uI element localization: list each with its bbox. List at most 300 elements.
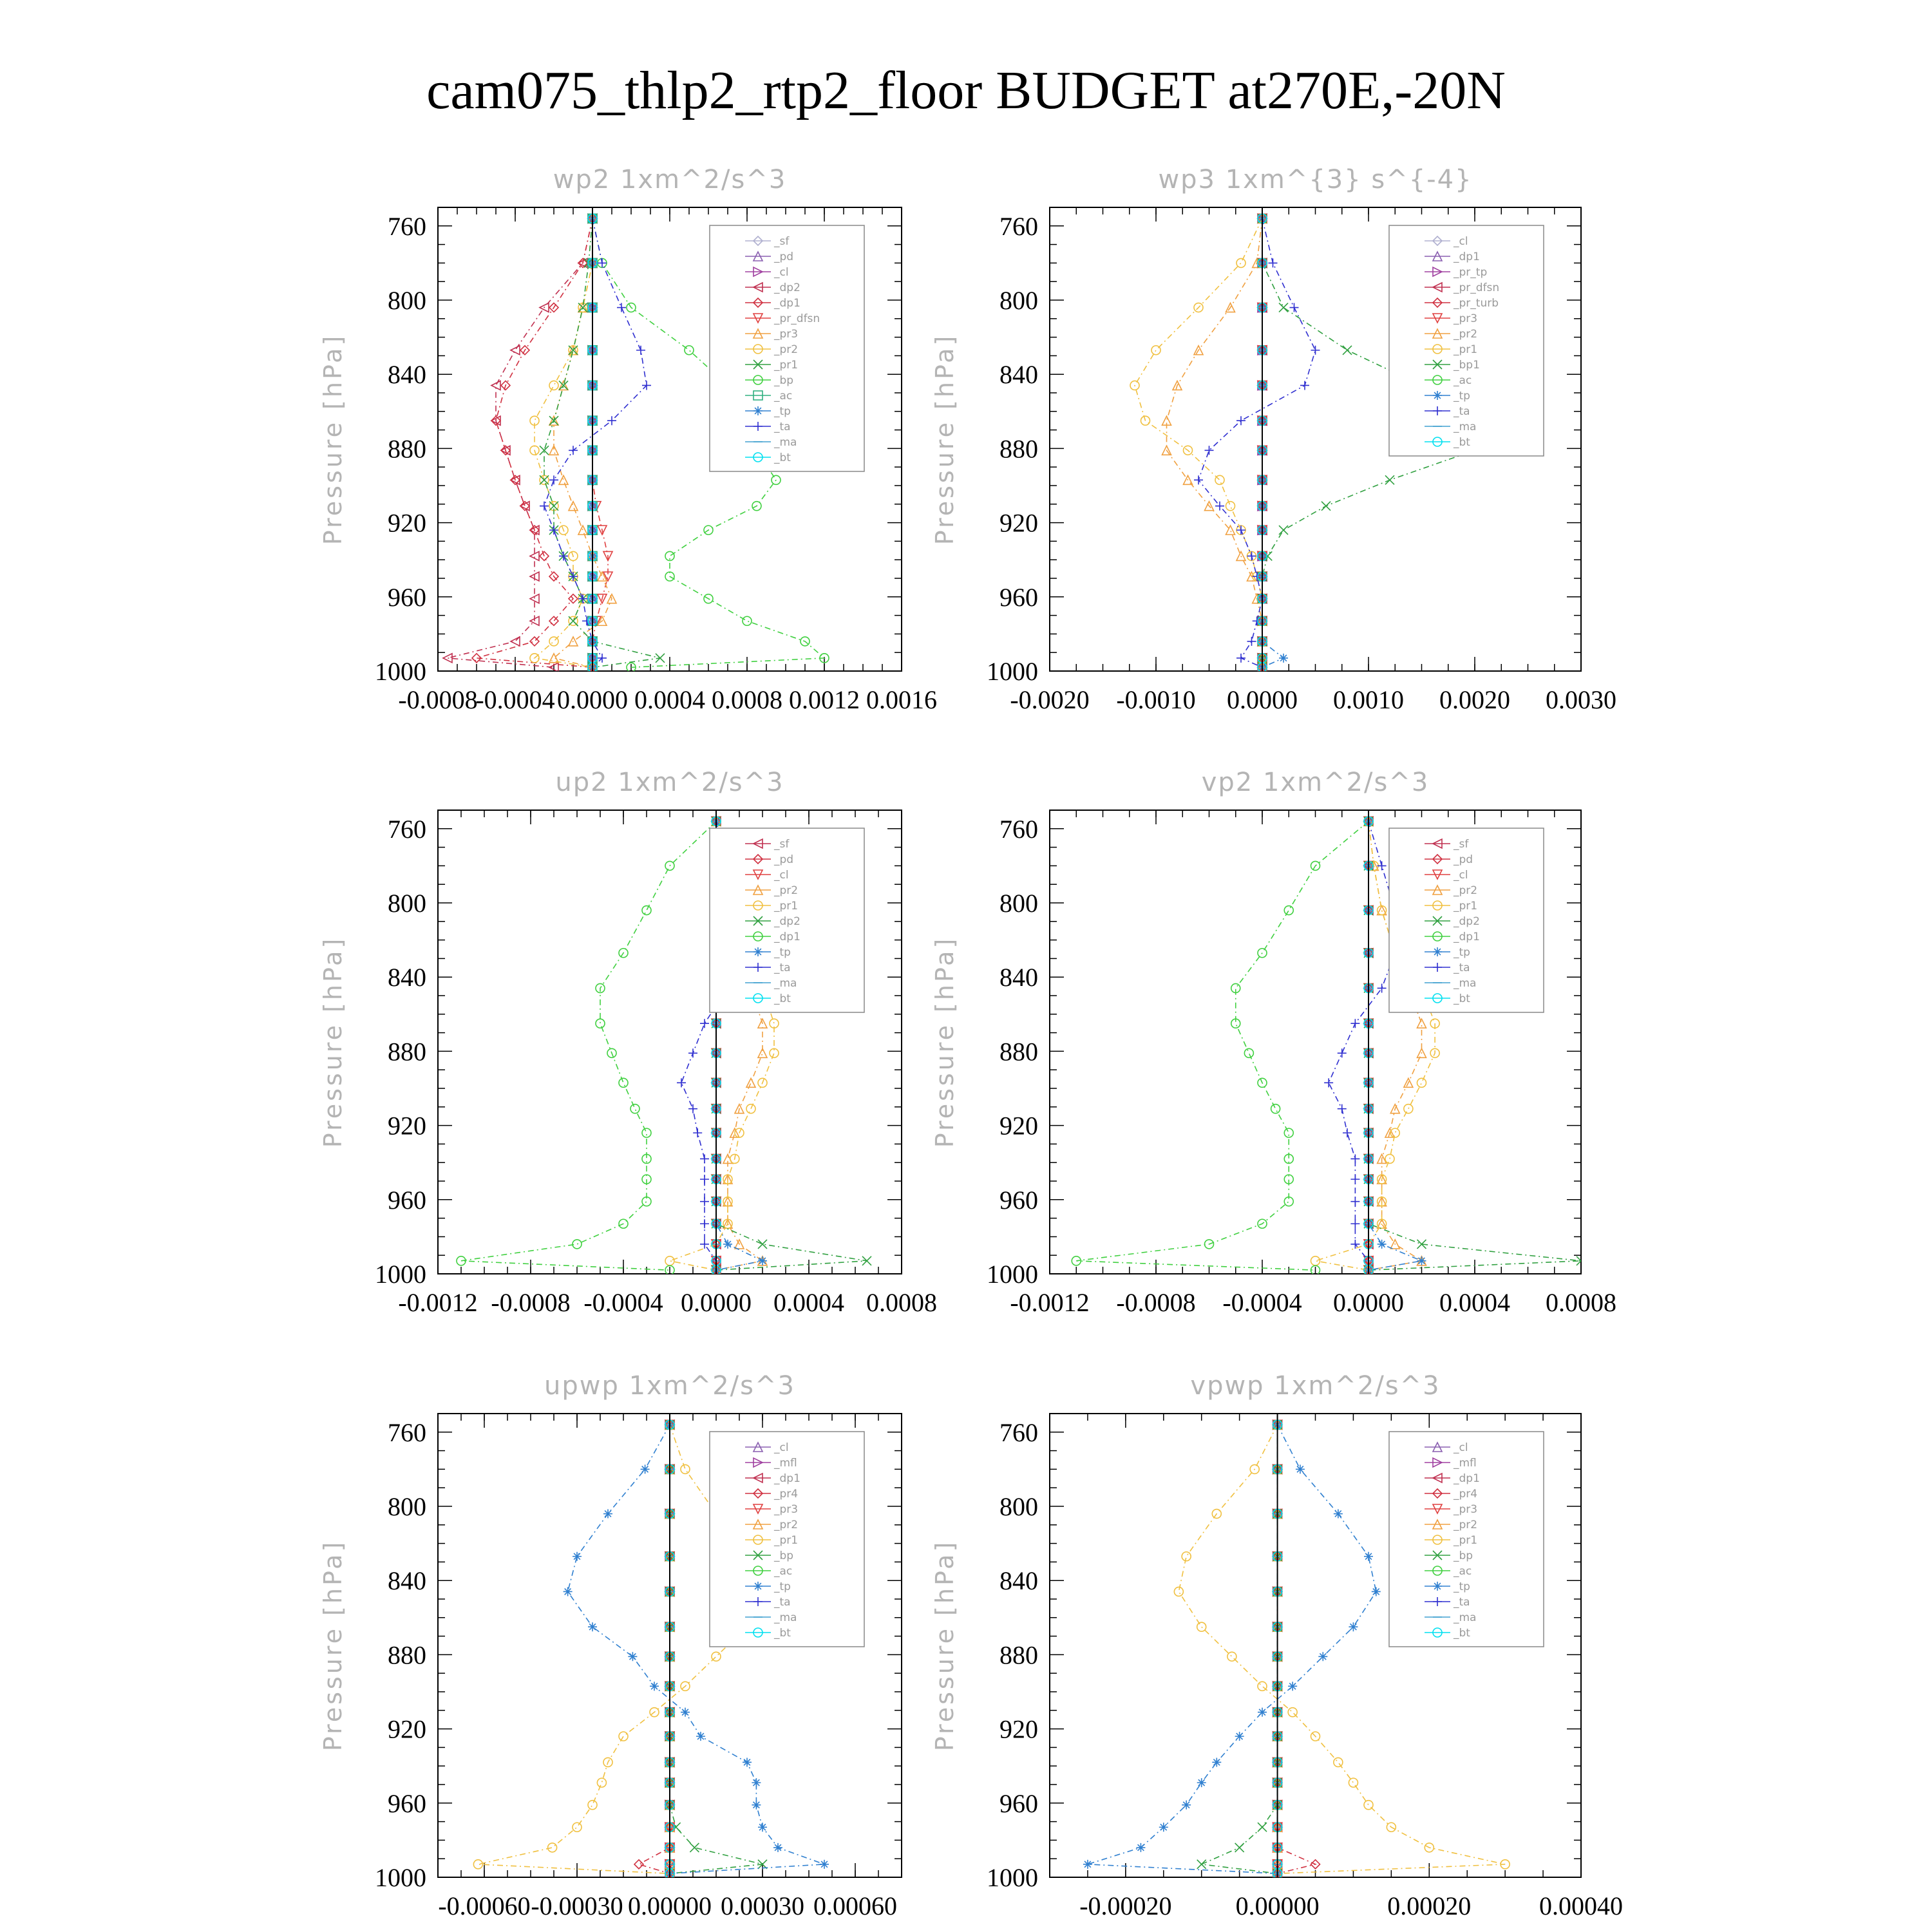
x-tick-label: -0.0004 <box>475 685 555 714</box>
data-point_ta <box>1378 861 1387 870</box>
data-point_ta <box>1269 258 1278 267</box>
data-point_ta <box>1236 416 1245 425</box>
data-point_ta <box>1338 1104 1347 1113</box>
data-point_ta <box>700 1240 709 1249</box>
legend-label: _mfl <box>1454 1457 1477 1470</box>
data-point_ta <box>569 446 578 455</box>
data-point_ta <box>700 1219 709 1228</box>
legend <box>1389 225 1544 456</box>
y-tick-label: 760 <box>999 1417 1038 1447</box>
y-tick-label: 960 <box>388 1185 426 1215</box>
legend-label: _cl <box>1454 235 1468 248</box>
y-tick-label: 920 <box>388 1111 426 1141</box>
series-line_pr4 <box>1278 1425 1316 1873</box>
y-tick-label: 800 <box>999 286 1038 315</box>
data-point_dp1 <box>1284 1128 1293 1137</box>
panel-1 <box>319 165 937 714</box>
legend-marker <box>1433 391 1442 400</box>
y-tick-label: 880 <box>388 1640 426 1670</box>
y-tick-label: 920 <box>388 508 426 538</box>
data-point_bp <box>685 346 694 355</box>
legend-label: _bp <box>774 374 794 387</box>
series-line_dp2 <box>448 218 592 667</box>
series-line_tp <box>1088 1425 1376 1873</box>
data-point_bp1 <box>1321 502 1331 511</box>
data-point_pr1 <box>1349 1778 1358 1787</box>
legend-label: _ma <box>774 1611 797 1624</box>
y-tick-label: 800 <box>999 889 1038 918</box>
data-point_bp <box>1258 1823 1267 1832</box>
legend-label: _dp1 <box>774 931 800 943</box>
data-point_pr3 <box>578 526 587 535</box>
legend-marker <box>753 947 762 956</box>
data-point_ta <box>1194 475 1203 484</box>
data-point_pr1 <box>665 1256 674 1265</box>
series-line_dp1 <box>1076 821 1368 1270</box>
y-tick-label: 1000 <box>375 657 426 686</box>
data-point_bp1 <box>1385 475 1394 484</box>
legend-label: _dp1 <box>774 1472 800 1485</box>
legend-label: _ta <box>1454 1596 1470 1609</box>
data-point_ta <box>1338 1048 1347 1057</box>
legend-label: _cl <box>774 1441 789 1454</box>
legend-label: _pr3 <box>774 1503 799 1516</box>
data-point_tp <box>1318 1652 1327 1661</box>
x-tick-label: 0.0000 <box>681 1288 752 1317</box>
data-point_pr1 <box>540 446 549 455</box>
y-tick-label: 840 <box>388 1566 426 1596</box>
legend-label: _ta <box>774 421 791 433</box>
x-tick-label: 0.00020 <box>1387 1891 1472 1920</box>
data-point_pr1 <box>1174 1587 1183 1596</box>
data-point_pr1 <box>1378 906 1387 915</box>
data-point_ta <box>1290 303 1299 312</box>
data-point_tp <box>1279 654 1288 663</box>
x-tick-label: 0.0030 <box>1546 685 1616 714</box>
panels-grid <box>319 165 1623 1920</box>
legend-label: _dp2 <box>1454 915 1480 928</box>
data-point_bp <box>1235 1843 1244 1852</box>
data-point_tp <box>758 1823 767 1832</box>
data-point_pr2 <box>1417 1019 1426 1028</box>
legend-label: _ma <box>774 977 797 990</box>
legend-label: _bt <box>1454 992 1470 1005</box>
legend-marker <box>1433 947 1442 956</box>
data-point_ta <box>688 1104 697 1113</box>
legend-label: _sf <box>774 235 790 248</box>
data-point_ta <box>1378 983 1387 992</box>
data-point_tp <box>1258 1708 1267 1717</box>
data-point_ta <box>700 1154 709 1163</box>
legend-label: _cl <box>774 869 789 882</box>
x-tick-label: -0.0008 <box>1116 1288 1196 1317</box>
data-point_bp1 <box>1279 526 1288 535</box>
data-point_tp <box>758 1256 767 1265</box>
data-point_tp <box>641 1464 650 1473</box>
data-point_pr1 <box>597 1778 606 1787</box>
y-tick-label: 880 <box>388 434 426 464</box>
legend-label: _pr1 <box>1454 1534 1478 1547</box>
y-tick-label: 800 <box>388 889 426 918</box>
data-point_ta <box>1350 1219 1359 1228</box>
legend-label: _pr4 <box>1454 1488 1478 1501</box>
data-point_pr1 <box>619 1732 628 1741</box>
data-point_ta <box>688 1048 697 1057</box>
y-tick-label: 1000 <box>987 657 1038 686</box>
data-point_pr1 <box>1227 1652 1236 1661</box>
data-point_pr1 <box>681 1464 690 1473</box>
legend <box>710 828 864 1012</box>
data-point_pr1 <box>1364 1801 1373 1810</box>
panel-title: up2 1xm^2/s^3 <box>555 768 784 797</box>
y-axis-label: Pressure [hPa] <box>931 1539 959 1752</box>
data-point_pr1 <box>473 1860 482 1869</box>
legend-label: _bt <box>774 992 791 1005</box>
data-point_tp <box>1182 1801 1191 1810</box>
legend-label: _bp <box>774 1549 794 1562</box>
legend-label: _ta <box>774 1596 791 1609</box>
legend-label: _tp <box>774 405 791 418</box>
legend-label: _ma <box>1454 977 1477 990</box>
data-point_tp <box>681 1708 690 1717</box>
y-tick-label: 760 <box>388 211 426 241</box>
panel-3 <box>319 768 937 1317</box>
y-tick-label: 960 <box>999 1788 1038 1818</box>
panel-title: wp3 1xm^{3} s^{-4} <box>1158 165 1473 194</box>
data-point_pr3 <box>569 502 578 511</box>
legend-label: _sf <box>774 838 790 851</box>
data-point_tp <box>603 1510 612 1519</box>
x-tick-label: -0.0010 <box>1116 685 1196 714</box>
data-point_tp <box>743 1757 752 1766</box>
legend-label: _pr2 <box>1454 884 1478 897</box>
data-point_pr1 <box>569 346 578 355</box>
data-point_bp <box>690 1843 699 1852</box>
legend-label: _pr2 <box>1454 328 1478 341</box>
x-tick-label: 0.0004 <box>773 1288 844 1317</box>
data-point_dp1 <box>520 502 529 511</box>
data-point_pr1 <box>1215 475 1224 484</box>
data-point_ta <box>636 346 645 355</box>
data-point_tp <box>1197 1778 1206 1787</box>
data-point_ta <box>1350 1154 1359 1163</box>
legend-label: _pr2 <box>774 343 799 356</box>
legend-label: _pr1 <box>1454 900 1478 913</box>
data-point_tp <box>1349 1622 1358 1631</box>
y-tick-label: 960 <box>388 582 426 612</box>
data-point_ta <box>700 1175 709 1184</box>
legend-marker <box>753 406 762 415</box>
legend-marker <box>753 1582 762 1591</box>
x-tick-label: 0.0008 <box>712 685 782 714</box>
legend <box>710 1432 864 1647</box>
data-point_tp <box>1334 1510 1343 1519</box>
x-tick-label: 0.0016 <box>866 685 937 714</box>
legend-label: _ta <box>774 961 791 974</box>
legend-label: _pr_tp <box>1454 266 1488 279</box>
panel-title: upwp 1xm^2/s^3 <box>544 1371 795 1401</box>
data-point_tp <box>1212 1757 1221 1766</box>
legend-label: _ta <box>1454 961 1470 974</box>
series-line_dp1 <box>477 218 592 667</box>
x-tick-label: 0.0000 <box>557 685 628 714</box>
data-point_dp1 <box>1244 1048 1253 1057</box>
data-point_tp <box>1136 1843 1145 1852</box>
data-point_dp1 <box>642 1128 651 1137</box>
legend-label: _cl <box>1454 869 1468 882</box>
legend-label: _pd <box>1454 853 1473 866</box>
y-axis-label: Pressure [hPa] <box>931 936 959 1148</box>
legend-label: _dp1 <box>1454 931 1480 943</box>
data-point_dp1 <box>596 1019 605 1028</box>
legend-label: _pr3 <box>1454 312 1478 325</box>
data-point_dp1 <box>619 1078 628 1087</box>
x-tick-label: 0.0020 <box>1439 685 1510 714</box>
legend-label: _pr1 <box>1454 343 1478 356</box>
data-point_pr1 <box>1258 1681 1267 1690</box>
data-point_pr1 <box>559 381 568 390</box>
x-tick-label: -0.0012 <box>1010 1288 1090 1317</box>
legend-label: _bp1 <box>1454 359 1480 372</box>
panel-title: wp2 1xm^2/s^3 <box>553 165 787 194</box>
legend-label: _sf <box>1454 838 1469 851</box>
legend-label: _pr1 <box>774 900 799 913</box>
data-point_tp <box>1159 1823 1168 1832</box>
data-point_pr2 <box>549 381 558 390</box>
data-point_pr1 <box>1151 346 1160 355</box>
data-point_tp <box>1083 1860 1092 1869</box>
legend-label: _cl <box>774 266 789 279</box>
legend-marker <box>1433 1582 1442 1591</box>
y-tick-label: 960 <box>999 1185 1038 1215</box>
data-point_pr1 <box>540 475 549 484</box>
legend-label: _dp1 <box>774 297 800 310</box>
legend-label: _tp <box>774 1580 791 1593</box>
x-tick-label: 0.0004 <box>634 685 705 714</box>
x-tick-label: 0.00040 <box>1539 1891 1623 1920</box>
data-point_ta <box>1343 1128 1352 1137</box>
panel-6 <box>931 1371 1623 1920</box>
data-point_dp1 <box>573 1240 582 1249</box>
data-point_pr1 <box>1197 1622 1206 1631</box>
data-point_pr1 <box>1226 502 1235 511</box>
legend-label: _ac <box>774 390 793 402</box>
data-point_tp <box>1364 1552 1373 1561</box>
x-tick-label: -0.0012 <box>398 1288 478 1317</box>
x-tick-label: 0.0008 <box>866 1288 937 1317</box>
series-line_bp <box>1202 1425 1278 1873</box>
x-tick-label: 0.00000 <box>628 1891 712 1920</box>
data-point_tp <box>573 1552 582 1561</box>
x-tick-label: 0.00000 <box>1235 1891 1320 1920</box>
data-point_tp <box>1378 1240 1387 1249</box>
legend-label: _tp <box>1454 946 1470 959</box>
legend-label: _bt <box>774 451 791 464</box>
legend-label: _pr2 <box>1454 1519 1478 1531</box>
y-axis-label: Pressure [hPa] <box>319 333 347 545</box>
data-point_pr1 <box>1182 1552 1191 1561</box>
legend-label: _tp <box>1454 390 1470 402</box>
data-point_ta <box>549 475 558 484</box>
series-line_pr2 <box>1167 218 1263 667</box>
y-tick-label: 800 <box>388 286 426 315</box>
y-tick-label: 1000 <box>375 1260 426 1289</box>
x-tick-label: -0.00020 <box>1079 1891 1172 1920</box>
data-point_pr1 <box>588 1801 597 1810</box>
legend-label: _ac <box>1454 374 1472 387</box>
data-point_dp1 <box>642 906 651 915</box>
data-point_ta <box>1247 637 1256 646</box>
legend-label: _pr1 <box>774 359 799 372</box>
legend-label: _pr3 <box>774 328 799 341</box>
y-tick-label: 880 <box>999 1037 1038 1066</box>
x-tick-label: 0.0012 <box>789 685 860 714</box>
figure-title: cam075_thlp2_rtp2_floor BUDGET at270E,-20N <box>426 61 1506 120</box>
x-tick-label: -0.00060 <box>438 1891 531 1920</box>
data-point_ta <box>1324 1078 1333 1087</box>
y-tick-label: 920 <box>999 508 1038 538</box>
x-tick-label: 0.0010 <box>1333 685 1404 714</box>
data-point_pr1 <box>1288 1708 1297 1717</box>
data-point_tp <box>723 1240 732 1249</box>
legend-label: _pr2 <box>774 1519 799 1531</box>
y-tick-label: 760 <box>999 814 1038 844</box>
data-point_tp <box>564 1587 573 1596</box>
y-tick-label: 800 <box>388 1492 426 1521</box>
data-point_ta <box>693 1128 702 1137</box>
legend-label: _pr1 <box>774 1534 799 1547</box>
legend-label: _bt <box>1454 1627 1470 1640</box>
y-tick-label: 920 <box>388 1714 426 1744</box>
data-point_tp <box>1372 1587 1381 1596</box>
data-point_dp2 <box>511 346 520 355</box>
panel-title: vp2 1xm^2/s^3 <box>1201 768 1430 797</box>
y-tick-label: 840 <box>999 1566 1038 1596</box>
y-tick-label: 1000 <box>375 1863 426 1892</box>
y-tick-label: 840 <box>999 963 1038 992</box>
x-tick-label: -0.0004 <box>583 1288 663 1317</box>
y-tick-label: 760 <box>999 211 1038 241</box>
legend-label: _pr_turb <box>1454 297 1499 310</box>
legend-label: _dp1 <box>1454 251 1480 263</box>
data-point_pr1 <box>1404 1104 1413 1113</box>
legend-label: _tp <box>1454 1580 1470 1593</box>
data-point_ta <box>700 1019 709 1028</box>
x-tick-label: 0.00060 <box>813 1891 897 1920</box>
panel-2 <box>931 165 1616 714</box>
data-point_tp <box>773 1843 782 1852</box>
x-tick-label: -0.0020 <box>1010 685 1090 714</box>
data-point_tp <box>1288 1681 1297 1690</box>
data-point_bp <box>743 616 752 625</box>
data-point_ta <box>1205 446 1214 455</box>
data-point_dp2 <box>520 502 529 511</box>
x-tick-label: 0.0000 <box>1227 685 1298 714</box>
y-tick-label: 960 <box>388 1788 426 1818</box>
legend-label: _bp <box>1454 1549 1473 1562</box>
data-point_tp <box>1235 1732 1244 1741</box>
y-tick-label: 800 <box>999 1492 1038 1521</box>
legend-label: _ma <box>774 436 797 449</box>
y-axis-label: Pressure [hPa] <box>931 333 959 545</box>
data-point_dp1 <box>1284 906 1293 915</box>
data-point_dp2 <box>443 654 452 663</box>
legend-label: _pr2 <box>774 884 799 897</box>
legend-label: _dp1 <box>1454 1472 1480 1485</box>
data-point_ta <box>540 502 549 511</box>
y-axis-label: Pressure [hPa] <box>319 1539 347 1752</box>
data-point_pr3 <box>559 475 568 484</box>
data-point_tp <box>820 1860 829 1869</box>
legend-label: _pr_dfsn <box>774 312 820 325</box>
data-point_ta <box>617 303 626 312</box>
data-point_dp1 <box>630 1104 639 1113</box>
data-point_tp <box>588 1622 597 1631</box>
legend <box>710 225 864 471</box>
data-point_pr2 <box>746 1078 755 1087</box>
x-tick-label: 0.0000 <box>1333 1288 1404 1317</box>
legend-label: _ma <box>1454 421 1477 433</box>
legend-label: _pr3 <box>1454 1503 1478 1516</box>
legend-label: _tp <box>774 946 791 959</box>
legend-label: _ac <box>774 1565 793 1578</box>
panel-title: vpwp 1xm^2/s^3 <box>1190 1371 1441 1401</box>
legend <box>1389 1432 1544 1647</box>
y-tick-label: 880 <box>999 434 1038 464</box>
legend-label: _dp2 <box>774 281 800 294</box>
data-point_pr4 <box>634 1860 643 1869</box>
x-tick-label: -0.00030 <box>531 1891 623 1920</box>
legend-label: _bt <box>774 1627 791 1640</box>
data-point_ta <box>677 1078 686 1087</box>
legend-label: _bt <box>1454 436 1470 449</box>
legend-label: _ta <box>1454 405 1470 418</box>
legend-label: _pd <box>774 853 794 866</box>
y-tick-label: 920 <box>999 1111 1038 1141</box>
data-point_ta <box>1300 381 1309 390</box>
y-tick-label: 840 <box>999 360 1038 390</box>
x-tick-label: 0.00030 <box>721 1891 804 1920</box>
data-point_bp <box>1197 1860 1206 1869</box>
data-point_pr1 <box>548 1843 557 1852</box>
y-tick-label: 760 <box>388 814 426 844</box>
data-point_dp1 <box>1271 1104 1280 1113</box>
data-point_pr1 <box>569 616 578 625</box>
data-point_pr1 <box>1236 258 1245 267</box>
data-point_ta <box>1311 346 1320 355</box>
y-tick-label: 880 <box>999 1640 1038 1670</box>
series-line_dp1 <box>461 821 716 1270</box>
legend-label: _pr_dfsn <box>1454 281 1500 294</box>
y-tick-label: 1000 <box>987 1863 1038 1892</box>
y-tick-label: 920 <box>999 1714 1038 1744</box>
data-point_ta <box>1350 1197 1359 1206</box>
data-point_tp <box>1296 1464 1305 1473</box>
data-point_ta <box>1350 1019 1359 1028</box>
data-point_pr1 <box>1417 1078 1426 1087</box>
data-point_tp <box>752 1801 761 1810</box>
y-axis-label: Pressure [hPa] <box>319 936 347 1148</box>
y-tick-label: 960 <box>999 582 1038 612</box>
data-point_pr1 <box>712 1652 721 1661</box>
data-point_pr1 <box>1334 1757 1343 1766</box>
data-point_pr2 <box>549 637 558 646</box>
legend-label: _mfl <box>774 1457 797 1470</box>
legend-label: _dp2 <box>774 915 800 928</box>
panel-5 <box>319 1371 902 1920</box>
y-tick-label: 840 <box>388 360 426 390</box>
data-point_pr1 <box>573 1823 582 1832</box>
